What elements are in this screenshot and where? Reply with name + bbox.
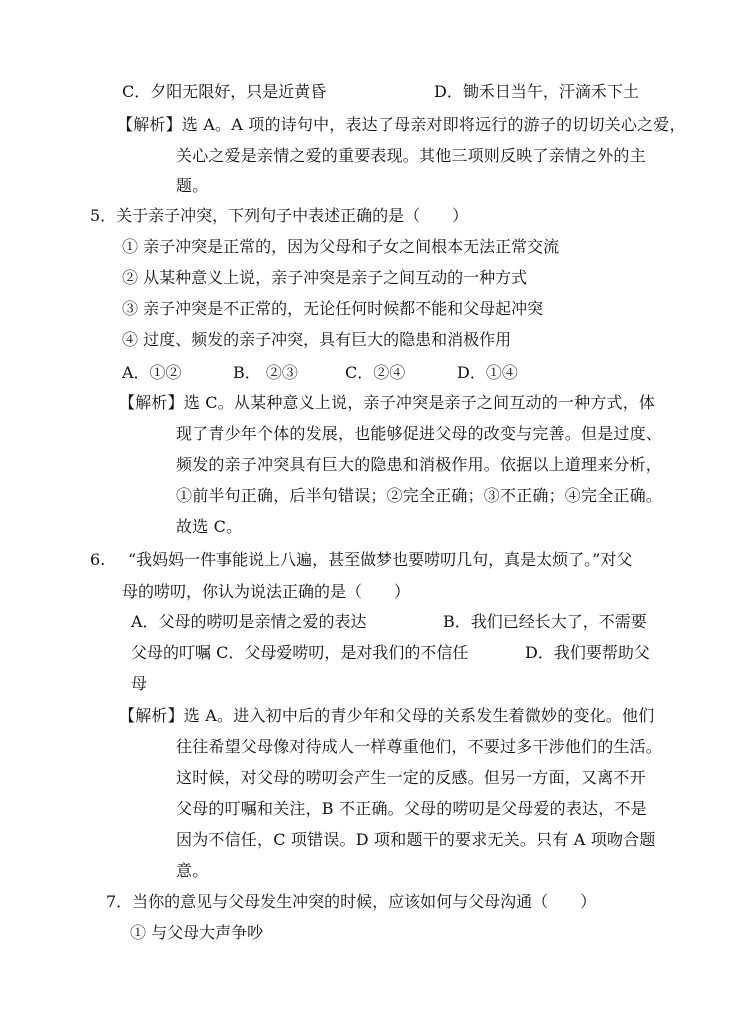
- q6-analysis-line-2: 往往希望父母像对待成人一样尊重他们，不要过多干涉他们的生活。: [176, 737, 663, 756]
- q6-analysis-line-6: 意。: [176, 861, 209, 880]
- q4-analysis-line-1: 【解析】选 A。A 项的诗句中，表达了母亲对即将远行的游子的切切关心之爱，: [117, 115, 686, 134]
- q6-option-b: B．我们已经长大了，不需要: [443, 612, 647, 631]
- q5-option-c: C．②④: [345, 363, 406, 382]
- q6-analysis-line-5: 因为不信任，C 项错误。D 项和题干的要求无关。只有 A 项吻合题: [176, 830, 656, 849]
- q5-item-1: ① 亲子冲突是正常的，因为父母和子女之间根本无法正常交流: [122, 237, 560, 256]
- q6-stem-line-2: 母的唠叨，你认为说法正确的是（ ）: [122, 582, 411, 601]
- q6-option-d: D．我们要帮助父: [525, 643, 650, 662]
- q6-option-d-tail: 母: [131, 674, 148, 693]
- q6-stem-line-1: “我妈妈一件事能说上八遍，甚至做梦也要唠叨几句，真是太烦了。”对父: [128, 550, 633, 569]
- q5-analysis-line-2: 现了青少年个体的发展，也能够促进父母的改变与完善。但是过度、: [176, 424, 663, 443]
- q6-number: 6.: [90, 550, 106, 569]
- q5-item-3: ③ 亲子冲突是不正常的，无论任何时候都不能和父母起冲突: [122, 299, 544, 318]
- q7-stem: 7．当你的意见与父母发生冲突的时候，应该如何与父母沟通（ ）: [106, 892, 597, 911]
- q4-option-d: D．锄禾日当午，汗滴禾下土: [434, 82, 639, 101]
- q5-item-2: ② 从某种意义上说，亲子冲突是亲子之间互动的一种方式: [122, 268, 528, 287]
- q5-option-a: A．①②: [122, 363, 182, 382]
- q6-option-a: A．父母的唠叨是亲情之爱的表达: [131, 612, 367, 631]
- q6-analysis-line-3: 这时候，对父母的唠叨会产生一定的反感。但另一方面，又离不开: [176, 768, 646, 787]
- q5-option-d: D．①④: [457, 363, 518, 382]
- q4-analysis-line-3: 题。: [176, 176, 209, 195]
- q5-analysis-line-3: 频发的亲子冲突具有巨大的隐患和消极作用。依据以上道理来分析，: [176, 455, 663, 474]
- q5-option-b: B． ②③: [233, 363, 298, 382]
- q6-analysis-line-4: 父母的叮嘱和关注，B 不正确。父母的唠叨是父母爱的表达，不是: [176, 799, 647, 818]
- q5-item-4: ④ 过度、频发的亲子冲突，具有巨大的隐患和消极作用: [122, 330, 512, 349]
- q7-item-1: ① 与父母大声争吵: [130, 923, 264, 942]
- q5-stem: 5．关于亲子冲突，下列句子中表述正确的是（ ）: [90, 206, 469, 225]
- q6-analysis-line-1: 【解析】选 A。进入初中后的青少年和父母的关系发生着微妙的变化。他们: [119, 706, 655, 725]
- q5-analysis-line-1: 【解析】选 C。从某种意义上说，亲子冲突是亲子之间互动的一种方式，体: [119, 393, 656, 412]
- q5-analysis-line-4: ①前半句正确，后半句错误；②完全正确；③不正确；④完全正确。: [176, 486, 663, 505]
- q4-option-c: C．夕阳无限好，只是近黄昏: [122, 82, 327, 101]
- q4-analysis-line-2: 关心之爱是亲情之爱的重要表现。其他三项则反映了亲情之外的主: [176, 146, 646, 165]
- q5-analysis-line-5: 故选 C。: [176, 517, 243, 536]
- q6-option-c-line: 父母的叮嘱 C．父母爱唠叨，是对我们的不信任: [131, 643, 469, 662]
